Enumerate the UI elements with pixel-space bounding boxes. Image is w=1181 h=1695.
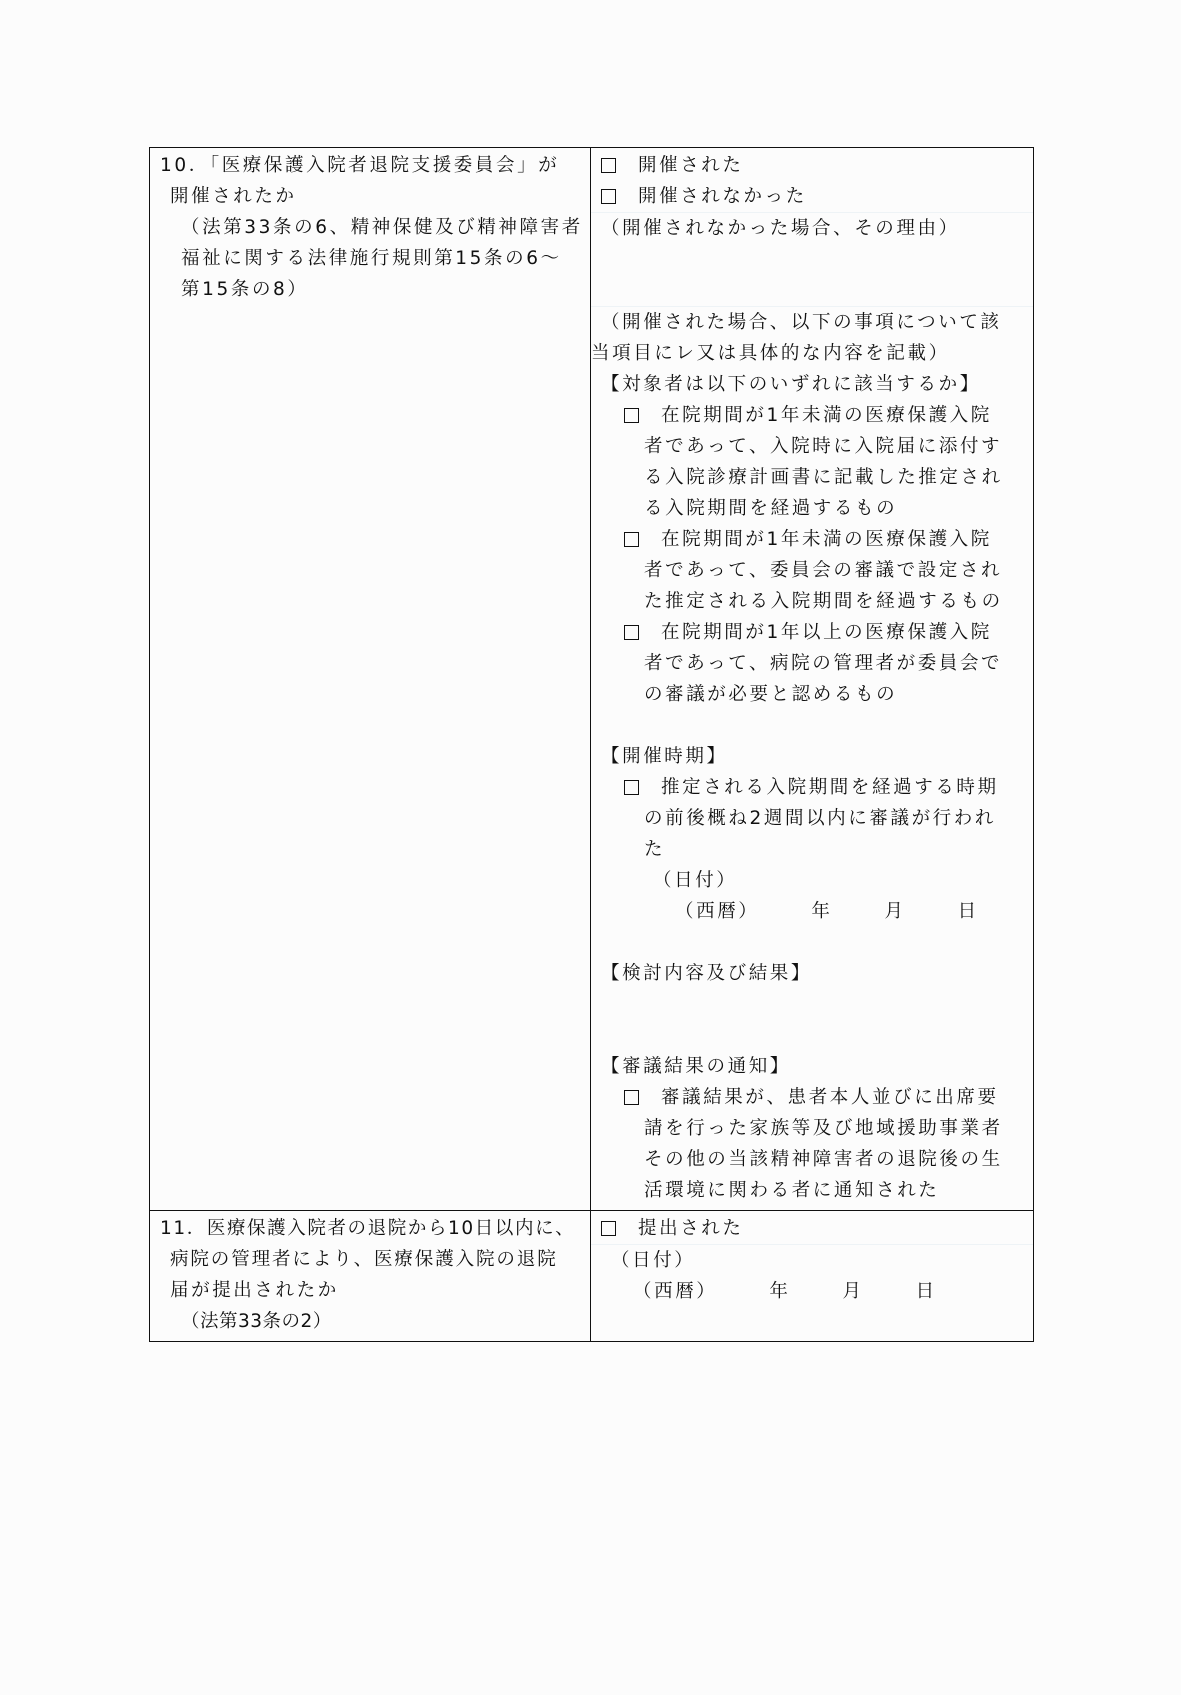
question-10-law-ref: 第15条の8） (181, 279, 309, 300)
target-option-2-label: 者であって、委員会の審議で設定され (644, 560, 1003, 581)
question-11-title-cont: 病院の管理者により、医療保護入院の退院 (170, 1249, 558, 1270)
question-cell-11 (150, 1211, 591, 1342)
year-label: 年 (811, 901, 833, 922)
target-option-1-label: る入院診療計画書に記載した推定され (644, 467, 1003, 488)
not-held-reason-field-2[interactable] (601, 275, 1027, 306)
submitted-label: 提出された (638, 1218, 744, 1239)
era-label: （西暦） (675, 901, 760, 922)
target-option-1-label: 者であって、入院時に入院届に添付す (644, 436, 1003, 457)
target-option-3-label: 者であって、病院の管理者が委員会で (644, 653, 1003, 674)
review-content-field-2[interactable] (601, 1020, 1027, 1051)
review-content-field[interactable] (601, 989, 1027, 1020)
table-row-item-11 (150, 1211, 1034, 1342)
timing-option-label: の前後概ね2週間以内に審議が行われ (644, 808, 996, 829)
not-held-reason-label: （開催されなかった場合、その理由） (601, 218, 960, 239)
notification-option-label: その他の当該精神障害者の退院後の生 (644, 1149, 1003, 1170)
notification-section-heading: 【審議結果の通知】 (601, 1056, 791, 1077)
held-option[interactable] (601, 150, 1027, 181)
spacer (601, 927, 1027, 958)
target-option-2-label: た推定される入院期間を経過するもの (644, 591, 1003, 612)
checklist-table (149, 147, 1034, 1342)
year-label: 年 (769, 1281, 791, 1302)
question-11-title-cont: 届が提出されたか (170, 1280, 339, 1301)
table-row-item-10 (150, 148, 1034, 1211)
target-section-heading: 【対象者は以下のいずれに該当するか】 (601, 374, 981, 395)
answer-cell-11 (591, 1211, 1034, 1342)
month-label: 月 (842, 1281, 864, 1302)
question-11-title: 11．医療保護入院者の退院から10日以内に、 (160, 1218, 576, 1239)
notification-option[interactable] (601, 1082, 1027, 1113)
timing-date-label: （日付） (653, 870, 738, 891)
question-10-law-ref: 福祉に関する法律施行規則第15条の6～ (181, 248, 562, 269)
target-option-2[interactable] (601, 524, 1027, 555)
notification-option-label: 審議結果が、患者本人並びに出席要 (661, 1087, 999, 1108)
day-label: 日 (915, 1281, 937, 1302)
notification-option-label: 活環境に関わる者に通知された (644, 1180, 940, 1201)
notification-option-checkbox[interactable] (624, 1090, 639, 1105)
held-checkbox[interactable] (601, 158, 616, 173)
not-held-label: 開催されなかった (638, 186, 807, 207)
question-10-law-ref: （法第33条の6、精神保健及び精神障害者 (181, 217, 583, 238)
timing-option[interactable] (601, 772, 1027, 803)
spacer (601, 710, 1027, 741)
not-held-reason-field[interactable] (601, 244, 1027, 275)
held-instruction: （開催された場合、以下の事項について該 (601, 312, 1002, 333)
target-option-3-label: の審議が必要と認めるもの (644, 684, 898, 705)
timing-date-field[interactable] (601, 896, 1027, 927)
day-label: 日 (957, 901, 979, 922)
question-11-law-ref: （法第33条の2） (181, 1311, 332, 1332)
submitted-date-label: （日付） (611, 1250, 696, 1271)
not-held-option[interactable] (601, 181, 1027, 212)
target-option-1[interactable] (601, 400, 1027, 431)
target-option-3[interactable] (601, 617, 1027, 648)
target-option-3-checkbox[interactable] (624, 625, 639, 640)
target-option-3-label: 在院期間が1年以上の医療保護入院 (661, 622, 992, 643)
timing-section-heading: 【開催時期】 (601, 746, 728, 767)
question-10-title-cont: 開催されたか (170, 186, 297, 207)
answer-cell-10 (591, 148, 1034, 1211)
submitted-checkbox[interactable] (601, 1221, 616, 1236)
notification-option-label: 請を行った家族等及び地域援助事業者 (644, 1118, 1003, 1139)
held-instruction: 当項目にレ又は具体的な内容を記載） (591, 343, 950, 364)
era-label: （西暦） (633, 1281, 718, 1302)
timing-option-label: た (644, 839, 666, 860)
submitted-date-field[interactable] (601, 1276, 1027, 1307)
timing-option-checkbox[interactable] (624, 780, 639, 795)
target-option-1-label: 在院期間が1年未満の医療保護入院 (661, 405, 992, 426)
target-option-1-checkbox[interactable] (624, 408, 639, 423)
not-held-checkbox[interactable] (601, 189, 616, 204)
target-option-1-label: る入院期間を経過するもの (644, 498, 898, 519)
timing-option-label: 推定される入院期間を経過する時期 (661, 777, 999, 798)
target-option-2-label: 在院期間が1年未満の医療保護入院 (661, 529, 992, 550)
held-label: 開催された (638, 155, 744, 176)
target-option-2-checkbox[interactable] (624, 532, 639, 547)
question-cell-10 (150, 148, 591, 1211)
month-label: 月 (884, 901, 906, 922)
submitted-option[interactable] (601, 1213, 1027, 1244)
review-section-heading: 【検討内容及び結果】 (601, 963, 813, 984)
question-10-title: 10．「医療保護入院者退院支援委員会」が (160, 155, 560, 176)
